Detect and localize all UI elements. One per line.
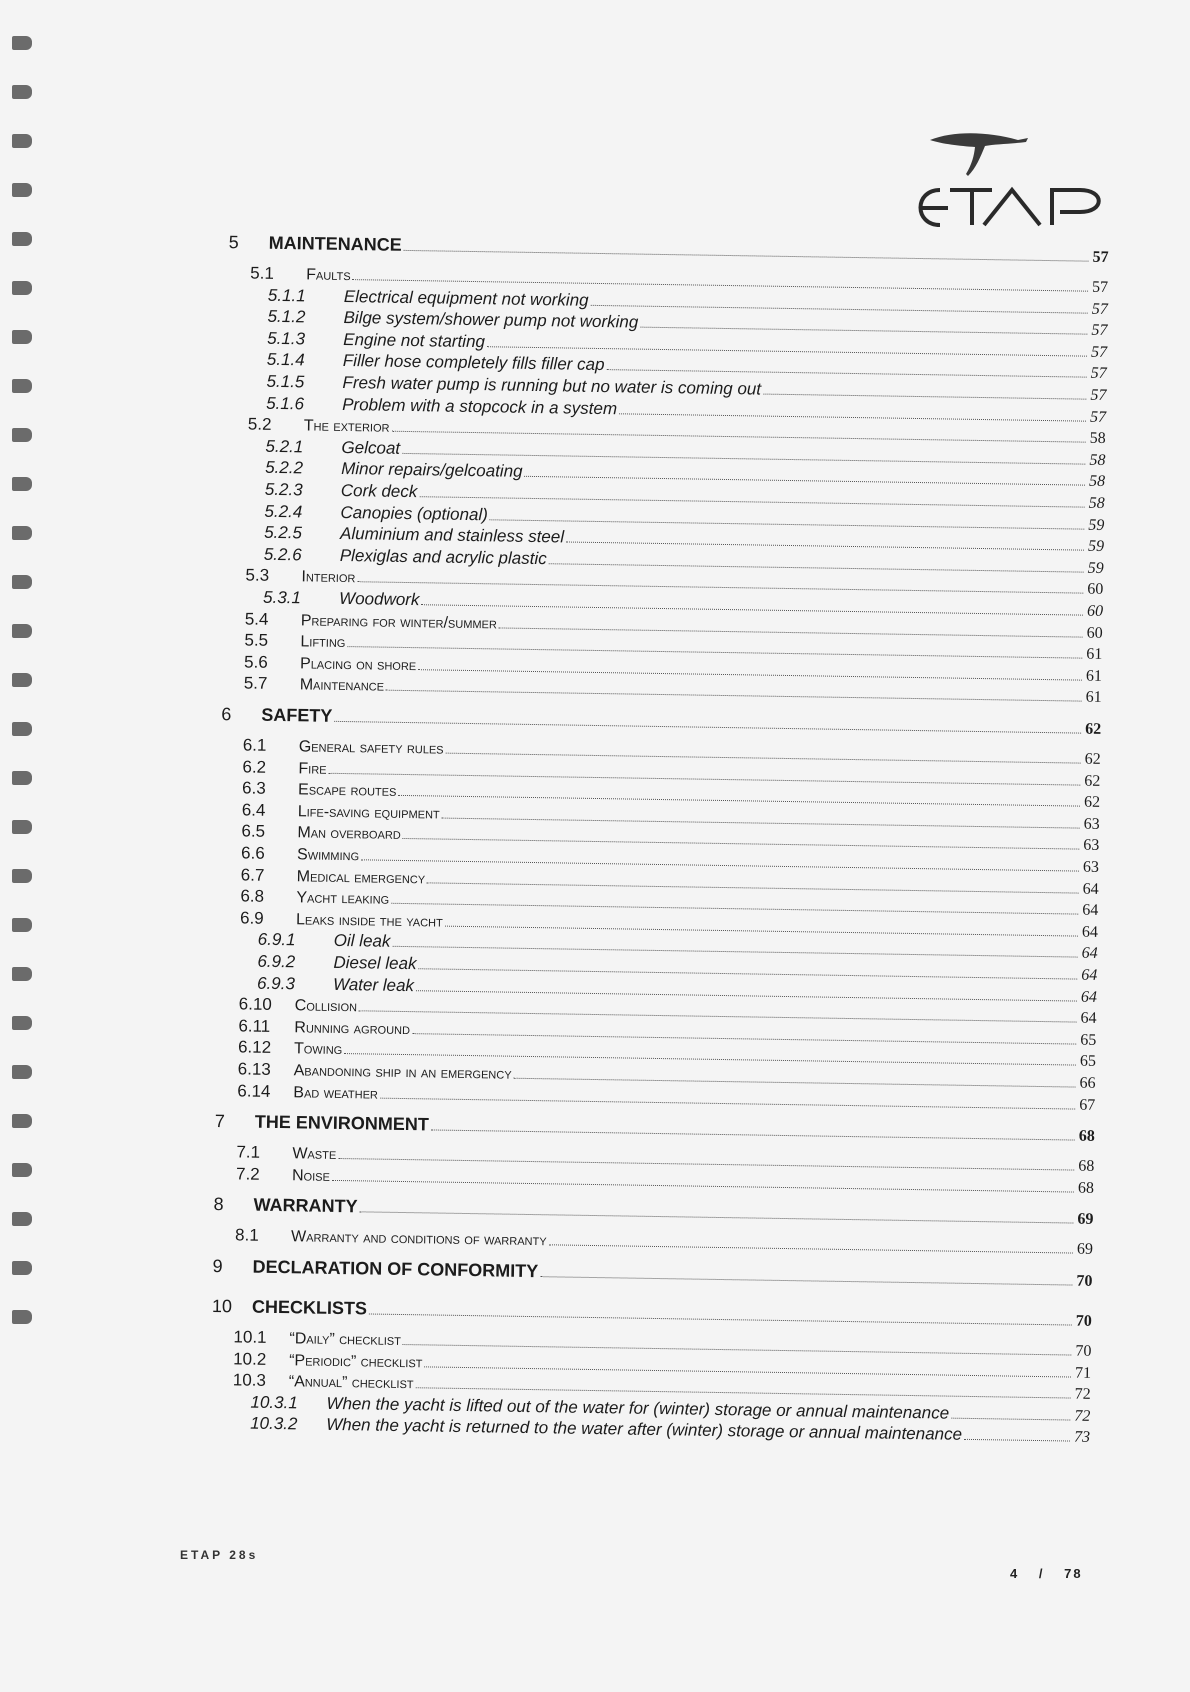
binding-ring <box>12 820 32 834</box>
binding-ring <box>12 232 32 246</box>
toc-entry-page: 66 <box>1079 1074 1096 1092</box>
document-page <box>60 0 1190 1684</box>
toc-entry-number: 9 <box>212 1256 223 1277</box>
toc-entry-page: 60 <box>1086 624 1103 642</box>
toc-entry-page: 57 <box>1090 343 1108 361</box>
toc-dot-leader <box>334 720 1081 734</box>
toc-entry-title: Waste <box>292 1145 337 1164</box>
binding-ring <box>12 575 32 589</box>
toc-entry-number: 5.1.1 <box>267 285 306 305</box>
binding-ring <box>12 771 32 785</box>
toc-entry-title: Filler hose completely fills filler cap <box>342 351 605 375</box>
binding-ring <box>12 1065 32 1079</box>
toc-entry-title: Gelcoat <box>341 437 401 458</box>
toc-entry-title: Engine not starting <box>343 329 486 351</box>
toc-entry-number: 5.1.6 <box>266 393 305 413</box>
toc-entry[interactable] <box>212 1255 1092 1291</box>
binding-ring <box>12 36 32 50</box>
toc-entry-page: 62 <box>1085 720 1102 738</box>
toc-entry-title: Cork deck <box>340 480 418 502</box>
toc-entry-page: 58 <box>1088 494 1105 512</box>
toc-entry-page: 68 <box>1078 1127 1095 1146</box>
toc-entry-page: 68 <box>1077 1179 1095 1197</box>
binding-ring <box>12 1163 32 1177</box>
toc-entry-page: 70 <box>1075 1312 1092 1330</box>
binding-ring <box>12 967 32 981</box>
toc-entry-page: 59 <box>1087 559 1104 577</box>
toc-entry[interactable] <box>221 703 1101 739</box>
toc-entry-page: 69 <box>1076 1240 1094 1259</box>
toc-entry-title: General safety rules <box>298 738 444 758</box>
page-separator: / <box>1038 1566 1045 1581</box>
toc-dot-leader <box>332 1179 1074 1193</box>
binding-ring <box>12 624 32 638</box>
toc-entry-number: 5.2.6 <box>263 544 302 565</box>
toc-entry-number: 10.3.2 <box>250 1414 298 1434</box>
toc-entry-number: 5.1 <box>250 263 275 283</box>
toc-entry-title: MAINTENANCE <box>268 232 402 255</box>
toc-entry-number: 6.9 <box>239 908 264 928</box>
toc-entry-number: 10 <box>211 1296 233 1317</box>
toc-entry-title: Aluminium and stainless steel <box>339 524 565 547</box>
spiral-binding <box>0 0 48 1684</box>
toc-entry-number: 6.9.3 <box>256 973 296 993</box>
toc-entry-title: “Periodic” checklist <box>289 1351 423 1371</box>
toc-entry-number: 6.7 <box>240 865 265 885</box>
toc-dot-leader <box>763 393 1086 400</box>
toc-entry-number: 5.2.5 <box>264 522 303 543</box>
binding-ring <box>12 869 32 883</box>
toc-entry-number: 8 <box>213 1194 224 1215</box>
toc-entry-number: 5.1.5 <box>266 371 305 392</box>
toc-entry-page: 57 <box>1090 365 1107 383</box>
toc-entry-title: Water leak <box>332 974 415 995</box>
toc-entry-number: 6.1 <box>242 735 267 755</box>
toc-entry-page: 64 <box>1081 966 1098 984</box>
footer-model: ETAP 28s <box>180 1548 259 1562</box>
toc-entry-page: 69 <box>1077 1211 1094 1229</box>
toc-entry-title: Collision <box>294 997 358 1016</box>
toc-entry-page: 65 <box>1079 1053 1097 1071</box>
toc-entry-number: 7 <box>214 1111 226 1132</box>
toc-entry-number: 5.2.2 <box>265 458 304 478</box>
toc-entry-page: 67 <box>1079 1096 1096 1114</box>
toc-entry-title: Preparing for winter/summer <box>300 611 498 633</box>
toc-dot-leader <box>964 1438 1070 1442</box>
toc-entry-title: Man overboard <box>297 824 401 844</box>
toc-entry-page: 57 <box>1089 408 1107 426</box>
toc-entry-page: 60 <box>1087 581 1104 599</box>
toc-entry-page: 70 <box>1075 1342 1092 1360</box>
toc-entry-number: 6.9.2 <box>257 951 296 972</box>
page-total: 78 <box>1064 1566 1083 1581</box>
toc-entry-page: 62 <box>1084 772 1101 790</box>
toc-entry-page: 59 <box>1087 537 1105 556</box>
toc-entry-title: Running aground <box>294 1019 411 1038</box>
toc-entry-title: Swimming <box>296 846 360 865</box>
toc-entry-title: SAFETY <box>261 704 333 726</box>
toc-entry-number: 6 <box>221 704 232 725</box>
toc-entry-number: 7.1 <box>236 1142 261 1162</box>
toc-entry-page: 71 <box>1074 1364 1092 1382</box>
toc-entry-page: 72 <box>1074 1407 1091 1425</box>
toc-entry-number: 5.5 <box>244 630 269 651</box>
toc-entry-page: 58 <box>1089 451 1106 469</box>
toc-entry-page: 61 <box>1086 645 1103 664</box>
toc-entry-page: 64 <box>1082 880 1099 898</box>
toc-entry-number: 5.3.1 <box>262 587 302 608</box>
table-of-contents <box>46 0 1190 1692</box>
toc-entry-page: 70 <box>1076 1272 1093 1290</box>
toc-dot-leader <box>431 1129 1075 1141</box>
logo-text: ETAP <box>900 130 903 131</box>
toc-entry-page: 64 <box>1080 1009 1097 1028</box>
toc-entry-title: “Daily” checklist <box>289 1330 402 1349</box>
toc-entry-page: 73 <box>1073 1428 1091 1447</box>
toc-entry-page: 62 <box>1083 793 1101 812</box>
toc-entry-number: 6.11 <box>238 1016 271 1036</box>
toc-entry-number: 6.10 <box>238 994 272 1015</box>
toc-entry-title: THE ENVIRONMENT <box>254 1111 430 1135</box>
toc-entry-title: Fire <box>298 759 327 778</box>
toc-entry[interactable] <box>229 231 1109 267</box>
toc-entry-title: Faults <box>306 266 351 285</box>
toc-entry-page: 63 <box>1083 815 1100 833</box>
binding-ring <box>12 1310 32 1324</box>
binding-ring <box>12 85 32 99</box>
toc-entry-title: Electrical equipment not working <box>343 286 589 310</box>
toc-entry-page: 72 <box>1074 1385 1091 1404</box>
toc-entry-title: Lifting <box>300 633 346 652</box>
toc-entry-page: 57 <box>1092 248 1109 266</box>
binding-ring <box>12 526 32 540</box>
toc-entry-title: Bilge system/shower pump not working <box>343 308 639 332</box>
toc-entry-number: 5 <box>228 232 239 253</box>
toc-entry-number: 5.1.2 <box>267 306 306 327</box>
toc-entry-title: Towing <box>293 1040 343 1059</box>
toc-entry-page: 60 <box>1086 602 1104 620</box>
toc-entry-title: Fresh water pump is running but no water is coming out <box>342 372 762 399</box>
toc-entry-title: “Annual” checklist <box>288 1373 414 1393</box>
toc-entry-title: Problem with a stopcock in a system <box>342 394 618 418</box>
toc-entry-page: 57 <box>1091 321 1108 340</box>
toc-entry-page: 64 <box>1081 945 1098 963</box>
toc-entry-number: 6.13 <box>237 1059 271 1079</box>
toc-entry-title: When the yacht is returned to the water after (winter) storage or annual maintenance <box>325 1415 963 1445</box>
toc-entry-number: 6.12 <box>237 1037 272 1058</box>
toc-entry-number: 7.2 <box>235 1164 260 1184</box>
toc-entry-title: Oil leak <box>333 931 391 952</box>
toc-entry-number: 6.3 <box>241 778 266 798</box>
toc-entry-page: 63 <box>1082 858 1100 876</box>
toc-entry-title: WARRANTY <box>253 1195 358 1217</box>
toc-entry-number: 6.14 <box>237 1080 271 1101</box>
toc-entry-page: 64 <box>1081 923 1099 941</box>
toc-entry-number: 5.1.4 <box>266 350 305 370</box>
toc-entry-title: Life-saving equipment <box>297 803 440 823</box>
toc-entry-title: Medical emergency <box>296 867 426 887</box>
toc-entry-page: 58 <box>1088 473 1106 491</box>
toc-entry-number: 10.3 <box>232 1370 267 1391</box>
toc-entry[interactable] <box>235 1224 1093 1259</box>
toc-dot-leader <box>386 689 1082 702</box>
toc-entry[interactable] <box>213 1193 1093 1229</box>
toc-entry-number: 6.4 <box>241 800 266 820</box>
toc-entry-page: 58 <box>1089 429 1106 448</box>
toc-entry-title: Escape routes <box>297 781 397 801</box>
toc-entry-title: Canopies (optional) <box>340 502 489 524</box>
toc-entry-page: 57 <box>1090 386 1107 404</box>
footer-page-number <box>1010 1566 1097 1581</box>
toc-entry-number: 6.5 <box>241 821 266 842</box>
toc-entry-number: 5.2.1 <box>265 436 304 457</box>
toc-dot-leader <box>951 1416 1070 1420</box>
toc-entry-title: Diesel leak <box>333 952 417 974</box>
toc-entry-title: Warranty and conditions of warranty <box>290 1228 547 1250</box>
toc-entry-page: 61 <box>1085 689 1102 707</box>
toc-entry-page: 62 <box>1084 750 1101 768</box>
binding-ring <box>12 183 32 197</box>
toc-entry-number: 6.6 <box>240 843 265 863</box>
binding-ring <box>12 134 32 148</box>
toc-entry-number: 5.2.3 <box>264 479 303 500</box>
binding-ring <box>12 330 32 344</box>
page-current: 4 <box>1010 1566 1020 1581</box>
toc-entry-title: Noise <box>291 1167 331 1185</box>
toc-entry-title: When the yacht is lifted out of the water for (winter) storage or annual maintenance <box>326 1393 950 1423</box>
toc-entry-number: 5.1.3 <box>267 328 306 349</box>
binding-ring <box>12 477 32 491</box>
toc-dot-leader <box>404 249 1089 262</box>
binding-ring <box>12 1261 32 1275</box>
toc-entry[interactable] <box>215 1110 1095 1146</box>
toc-dot-leader <box>540 1275 1072 1285</box>
toc-entry-number: 6.8 <box>240 886 265 906</box>
binding-ring <box>12 918 32 932</box>
toc-entry-number: 5.6 <box>243 652 268 672</box>
toc-entry-number: 5.3 <box>245 565 270 586</box>
toc-entry-title: The exterior <box>303 417 390 436</box>
toc-entry-title: Plexiglas and acrylic plastic <box>339 545 547 568</box>
toc-entry-title: Leaks inside the yacht <box>295 911 443 931</box>
toc-dot-leader <box>380 1096 1075 1109</box>
toc-entry-title: Maintenance <box>299 676 385 696</box>
toc-entry-title: Placing on shore <box>299 655 417 674</box>
toc-entry-number: 8.1 <box>234 1225 259 1246</box>
binding-ring <box>12 673 32 687</box>
toc-entry-number: 10.3.1 <box>250 1392 298 1413</box>
binding-ring <box>12 1016 32 1030</box>
toc-entry-title: CHECKLISTS <box>251 1296 368 1319</box>
toc-entry-page: 59 <box>1088 516 1105 534</box>
toc-dot-leader <box>359 1211 1073 1224</box>
binding-ring <box>12 1114 32 1128</box>
toc-entry-title: Abandoning ship in an emergency <box>293 1062 512 1083</box>
toc-dot-leader <box>369 1312 1072 1325</box>
toc-entry-title: Woodwork <box>338 588 420 610</box>
binding-ring <box>12 1212 32 1226</box>
toc-entry-number: 6.9.1 <box>257 930 296 950</box>
binding-ring <box>12 379 32 393</box>
toc-entry-number: 5.7 <box>243 673 268 694</box>
toc-entry-page: 63 <box>1083 837 1100 855</box>
toc-entry-title: Bad weather <box>293 1083 379 1103</box>
toc-entry-page: 68 <box>1078 1157 1095 1176</box>
toc-entry-number: 10.2 <box>233 1348 267 1369</box>
toc-entry-title: DECLARATION OF CONFORMITY <box>252 1256 539 1282</box>
toc-entry-title: Yacht leaking <box>296 889 390 908</box>
toc-entry-title: Minor repairs/gelcoating <box>341 459 523 482</box>
toc-entry-page: 57 <box>1091 278 1109 296</box>
toc-entry[interactable] <box>212 1295 1092 1331</box>
toc-entry-number: 5.2 <box>247 414 272 435</box>
toc-entry-page: 64 <box>1082 901 1099 920</box>
binding-ring <box>12 428 32 442</box>
toc-entry-page: 57 <box>1091 300 1108 318</box>
binding-ring <box>12 281 32 295</box>
toc-entry-number: 5.2.4 <box>264 501 303 521</box>
toc-entry-number: 5.4 <box>244 609 269 629</box>
toc-dot-leader <box>549 1244 1073 1254</box>
toc-entry-page: 61 <box>1085 667 1103 685</box>
toc-entry-page: 64 <box>1080 988 1098 1006</box>
toc-entry-number: 6.2 <box>242 757 267 777</box>
binding-ring <box>12 722 32 736</box>
toc-entry-page: 65 <box>1080 1031 1097 1049</box>
toc-entry-title: Interior <box>301 568 356 587</box>
toc-entry-number: 10.1 <box>233 1327 267 1347</box>
